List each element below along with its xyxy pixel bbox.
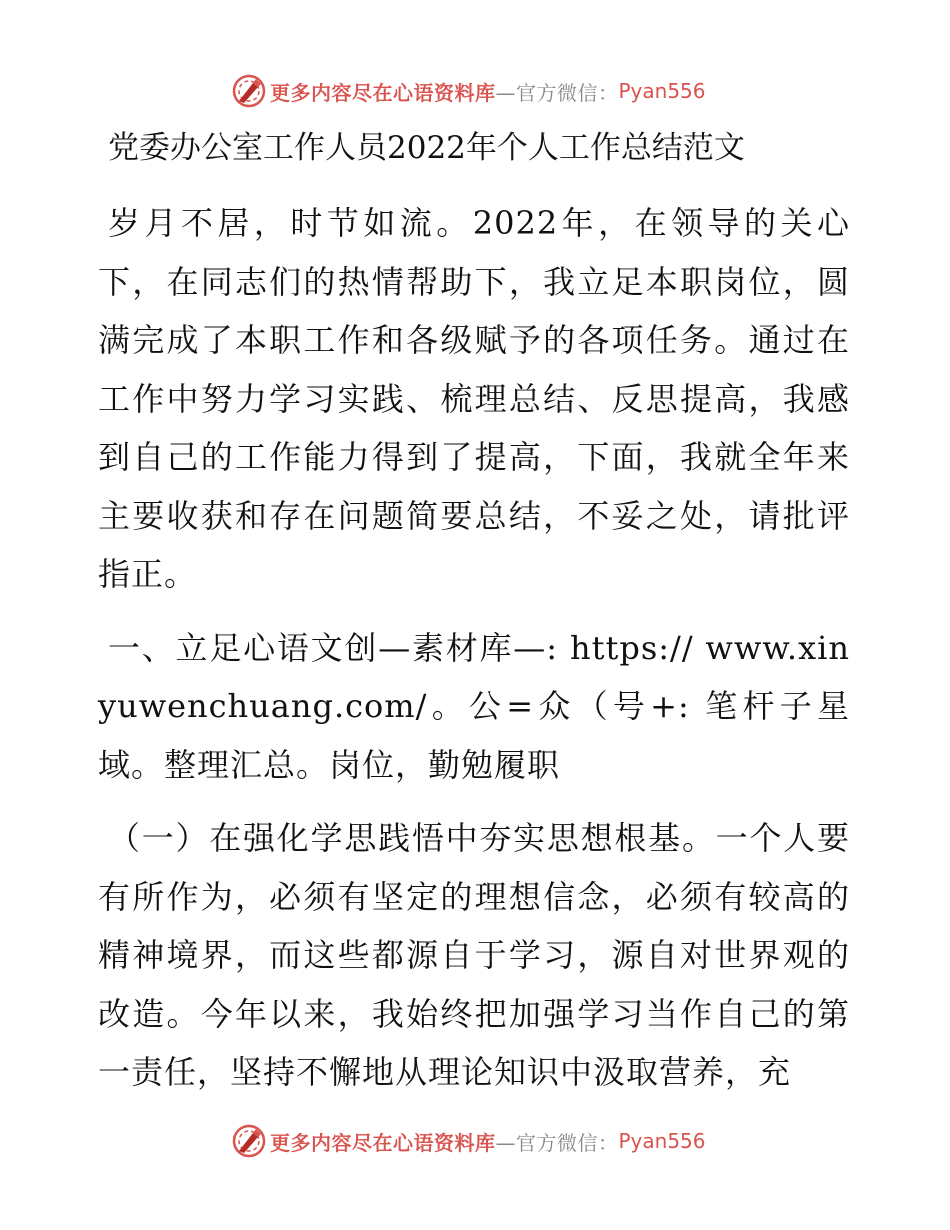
banner-text: 更多内容尽在心语资料库 — [270, 1130, 496, 1155]
document-title: 党委办公室工作人员2022年个人工作总结范文 — [108, 130, 745, 166]
paragraph-section-heading: 一、立足心语文创—素材库—: https:// www.xinyuwenchuang.com/。公=众（号+: 笔杆子星域。整理汇总。岗位，勤勉履职 — [98, 628, 850, 784]
pen-nib-logo-icon — [232, 1124, 266, 1158]
banner-wechat-id: Pyan556 — [618, 79, 706, 103]
paragraph-subsection-1: （一）在强化学思践悟中夯实思想根基。一个人要有所作为，必须有坚定的理想信念，必须有较高的精神境界，而这些都源自于学习，源自对世界观的改造。今年以来，我始终把加强学习当作自己的第一责任，坚持不懈地从理论知识中汲取营养，充 — [98, 819, 850, 1091]
footer-banner — [232, 1124, 706, 1158]
paragraph-intro: 岁月不居，时节如流。2022年，在领导的关心下，在同志们的热情帮助下，我立足本职岗位，圆满完成了本职工作和各级赋予的各项任务。通过在工作中努力学习实践、梳理总结、反思提高，我感到自己的工作能力得到了提高，下面，我就全年来主要收获和存在问题简要总结，不妥之处，请批评指正。 — [98, 204, 850, 593]
document-body — [98, 124, 850, 1102]
banner-wechat-label: —官方微信： — [495, 80, 619, 105]
banner-wechat-id: Pyan556 — [618, 1129, 706, 1153]
header-banner — [232, 74, 706, 108]
banner-text: 更多内容尽在心语资料库 — [270, 80, 496, 105]
banner-wechat-label: —官方微信： — [495, 1130, 619, 1155]
pen-nib-logo-icon — [232, 74, 266, 108]
